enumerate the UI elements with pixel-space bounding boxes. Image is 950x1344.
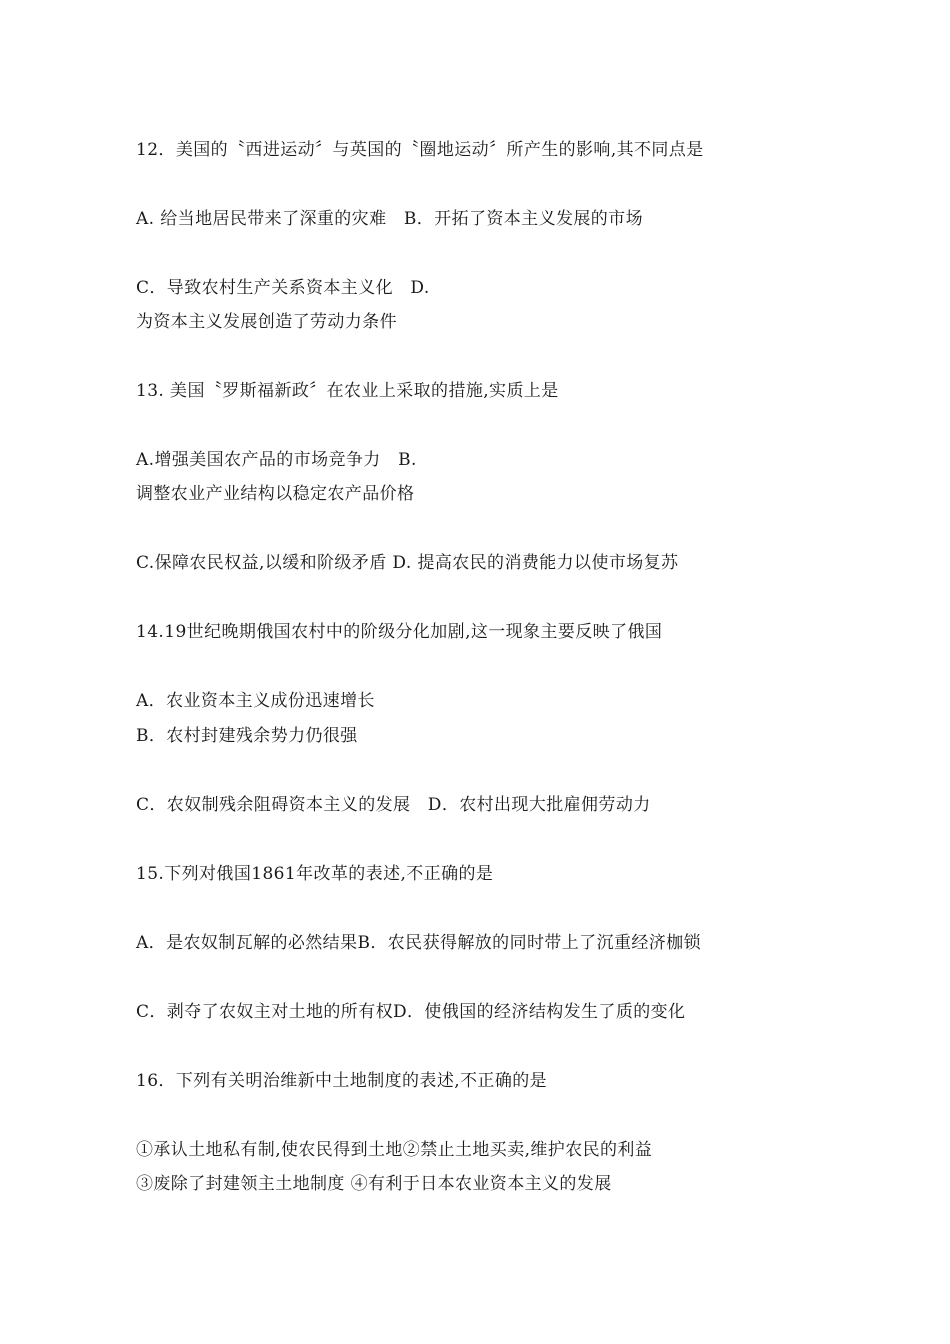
question-14-option-b: B．农村封建残余势力仍很强 bbox=[136, 726, 358, 746]
question-16-statements-3-4: ③废除了封建领主土地制度 ④有利于日本农业资本主义的发展 bbox=[136, 1174, 612, 1194]
question-16-statements-1-2: ①承认土地私有制,使农民得到土地②禁止土地买卖,维护农民的利益 bbox=[136, 1140, 653, 1160]
question-14-option-a: A．农业资本主义成份迅速增长 bbox=[136, 691, 375, 711]
question-14-options-cd: C．农奴制残余阻碍资本主义的发展 D．农村出现大批雇佣劳动力 bbox=[136, 795, 651, 815]
question-16-stem: 16．下列有关明治维新中土地制度的表述,不正确的是 bbox=[136, 1071, 548, 1091]
question-12-options-cd: C．导致农村生产关系资本主义化 D. bbox=[136, 278, 430, 298]
question-13-option-b-text: 调整农业产业结构以稳定农产品价格 bbox=[136, 484, 415, 504]
question-12-options-ab: A. 给当地居民带来了深重的灾难 B．开拓了资本主义发展的市场 bbox=[136, 209, 643, 229]
question-12-option-d-text: 为资本主义发展创造了劳动力条件 bbox=[136, 312, 397, 332]
question-14-stem: 14.19世纪晚期俄国农村中的阶级分化加剧,这一现象主要反映了俄国 bbox=[136, 622, 663, 642]
question-15-stem: 15.下列对俄国1861年改革的表述,不正确的是 bbox=[136, 864, 494, 884]
question-12-stem: 12．美国的〝西进运动〞与英国的〝圈地运动〞所产生的影响,其不同点是 bbox=[136, 140, 704, 160]
question-15-options-cd: C．剥夺了农奴主对土地的所有权D．使俄国的经济结构发生了质的变化 bbox=[136, 1002, 686, 1022]
question-13-stem: 13. 美国〝罗斯福新政〞在农业上采取的措施,实质上是 bbox=[136, 381, 559, 401]
question-13-options-cd: C.保障农民权益,以缓和阶级矛盾 D. 提高农民的消费能力以使市场复苏 bbox=[136, 553, 679, 573]
question-15-options-ab: A．是农奴制瓦解的必然结果B．农民获得解放的同时带上了沉重经济枷锁 bbox=[136, 933, 701, 953]
question-13-options-ab: A.增强美国农产品的市场竞争力 B. bbox=[136, 450, 417, 470]
